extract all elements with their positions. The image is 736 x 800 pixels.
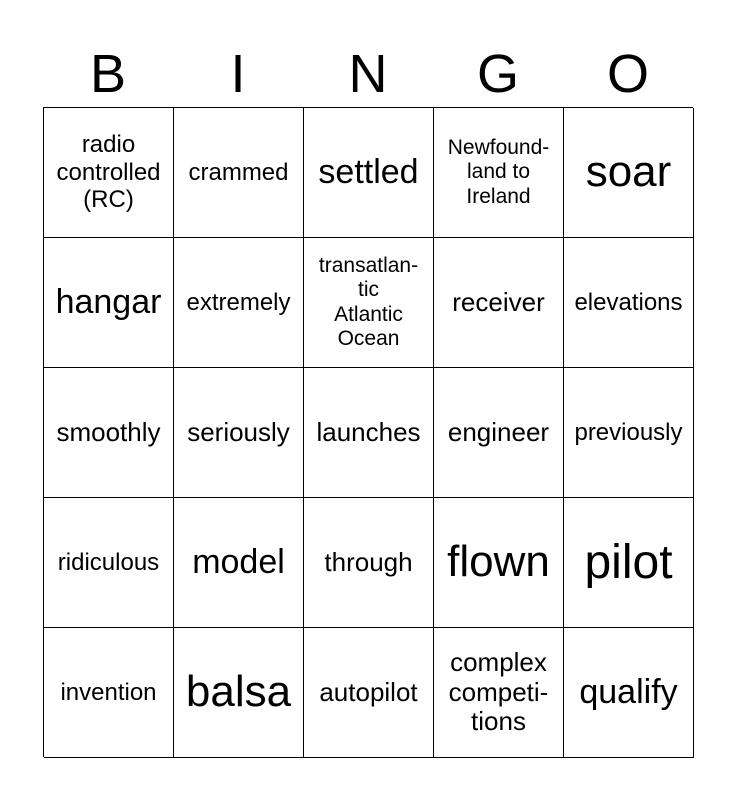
bingo-cell[interactable]: through bbox=[304, 498, 434, 628]
bingo-cell[interactable]: pilot bbox=[564, 498, 694, 628]
bingo-cell[interactable]: hangar bbox=[44, 238, 174, 368]
bingo-cell[interactable]: engineer bbox=[434, 368, 564, 498]
header-letter-b: B bbox=[89, 44, 127, 104]
bingo-cell[interactable]: radio controlled (RC) bbox=[44, 108, 174, 238]
bingo-card bbox=[43, 107, 693, 757]
bingo-cell[interactable]: transatlan- tic Atlantic Ocean bbox=[304, 238, 434, 368]
bingo-cell[interactable]: Newfound- land to Ireland bbox=[434, 108, 564, 238]
bingo-cell[interactable]: flown bbox=[434, 498, 564, 628]
bingo-cell[interactable]: launches bbox=[304, 368, 434, 498]
bingo-cell[interactable]: complex competi- tions bbox=[434, 628, 564, 758]
bingo-cell[interactable]: autopilot bbox=[304, 628, 434, 758]
bingo-header bbox=[43, 42, 693, 106]
bingo-cell[interactable]: elevations bbox=[564, 238, 694, 368]
bingo-cell[interactable]: invention bbox=[44, 628, 174, 758]
bingo-cell[interactable]: balsa bbox=[174, 628, 304, 758]
bingo-cell[interactable]: crammed bbox=[174, 108, 304, 238]
bingo-cell[interactable]: previously bbox=[564, 368, 694, 498]
header-letter-i: I bbox=[230, 44, 246, 104]
bingo-cell[interactable]: receiver bbox=[434, 238, 564, 368]
header-letter-o: O bbox=[606, 44, 649, 104]
header-letter-n: N bbox=[348, 44, 388, 104]
header-letter-g: G bbox=[476, 44, 519, 104]
bingo-cell[interactable]: model bbox=[174, 498, 304, 628]
bingo-cell[interactable]: settled bbox=[304, 108, 434, 238]
bingo-cell[interactable]: ridiculous bbox=[44, 498, 174, 628]
bingo-cell[interactable]: seriously bbox=[174, 368, 304, 498]
bingo-cell[interactable]: qualify bbox=[564, 628, 694, 758]
bingo-cell[interactable]: soar bbox=[564, 108, 694, 238]
bingo-cell[interactable]: extremely bbox=[174, 238, 304, 368]
bingo-cell[interactable]: smoothly bbox=[44, 368, 174, 498]
